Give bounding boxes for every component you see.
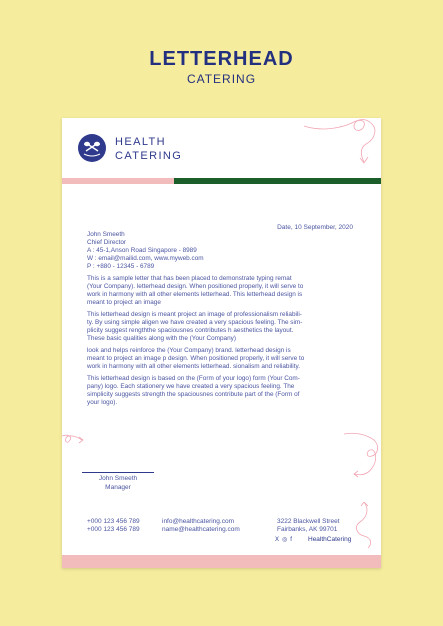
- signature-title: Manager: [105, 484, 131, 491]
- signature-name: John Smeeth: [98, 475, 138, 482]
- header-bar-green: [174, 178, 381, 184]
- signature-line: [82, 472, 154, 473]
- paragraph-3-line: meant to project an image p design. When positioned properly, it will serve to: [87, 355, 305, 362]
- paragraph-2-line: plicity suggest rengththe spaciousnes contributes h aesthetics the layout.: [87, 327, 294, 334]
- paragraph-1-line: This is a sample letter that has been placed to demonstrate typing remat: [87, 275, 292, 282]
- paragraph-2-line: ty. By using simple aligen we have created a very spacious feeling. The sim-: [87, 319, 303, 326]
- paragraph-1-line: meant to project an image: [87, 299, 161, 306]
- sender-title: Chief Director: [87, 239, 127, 246]
- paragraph-4-line: This letterhead design is based on the (Form of your logo) form (Your Com-: [87, 375, 300, 382]
- sender-web: W : email@mailid.com, www.myweb.com: [87, 255, 204, 262]
- page-title: LETTERHEAD: [149, 48, 294, 70]
- footer-address-2: Fairbanks, AK 99701: [277, 526, 338, 533]
- paragraph-4-line: pany) logo. Each stationery we have created a very spacious feeling. The: [87, 383, 295, 390]
- header-bar-pink: [62, 178, 174, 184]
- instagram-icon[interactable]: ◎: [282, 537, 288, 543]
- sender-address: A : 45-1,Anson Road Singapore - 8989: [87, 247, 197, 254]
- x-icon[interactable]: X: [275, 537, 280, 543]
- swirl-left-decoration: [62, 430, 92, 450]
- logo: [78, 134, 106, 162]
- paragraph-4-line: your logo).: [87, 399, 118, 406]
- paragraph-3-line: look and helps reinforce the (Your Company) brand. letterhead design is: [87, 347, 291, 354]
- paragraph-3-line: work in harmony with all other elements letterhead. sionalism and reliability.: [87, 363, 300, 370]
- swirl-bottom-right-decoration: [348, 502, 381, 550]
- paragraph-1-line: work in harmony with all other elements letterhead. This letterhead design is: [87, 291, 303, 298]
- paragraph-2-line: This letterhead design is meant project an image of professionalism reliabili-: [87, 311, 302, 318]
- sender-phone: P : +880 - 12345 - 6789: [87, 263, 155, 270]
- brand-name-line2: CATERING: [115, 150, 183, 162]
- footer-brand: HealthCatering: [308, 536, 352, 543]
- facebook-icon[interactable]: f: [290, 537, 292, 543]
- brand-name-line1: HEALTH: [115, 136, 166, 148]
- paragraph-2-line: These basic qualities along with the (Your Company): [87, 335, 236, 342]
- sender-name: John Smeeth: [87, 231, 125, 238]
- paragraph-4-line: simplicity suggests strength the spaciousnes contribute part of the (Form of: [87, 391, 300, 398]
- page-subtitle: CATERING: [186, 72, 257, 86]
- footer-band-pink: [62, 555, 381, 568]
- footer-phone-2: +000 123 456 789: [87, 526, 140, 533]
- social-icons: [275, 536, 295, 543]
- letterhead-paper: [62, 118, 381, 568]
- swirl-right-decoration: [344, 430, 381, 480]
- footer-email-1: info@healthcatering.com: [162, 518, 234, 525]
- footer-email-2: name@healthcatering.com: [162, 526, 240, 533]
- footer-address-1: 3222 Blackwell Street: [277, 518, 340, 525]
- letter-date: Date, 10 September, 2020: [277, 224, 353, 231]
- paragraph-1-line: (Your Company). letterhead design. When positioned properly, it will serve to: [87, 283, 304, 290]
- cutlery-icon: [78, 134, 106, 162]
- footer-phone-1: +000 123 456 789: [87, 518, 140, 525]
- swirl-top-right-decoration: [302, 118, 381, 166]
